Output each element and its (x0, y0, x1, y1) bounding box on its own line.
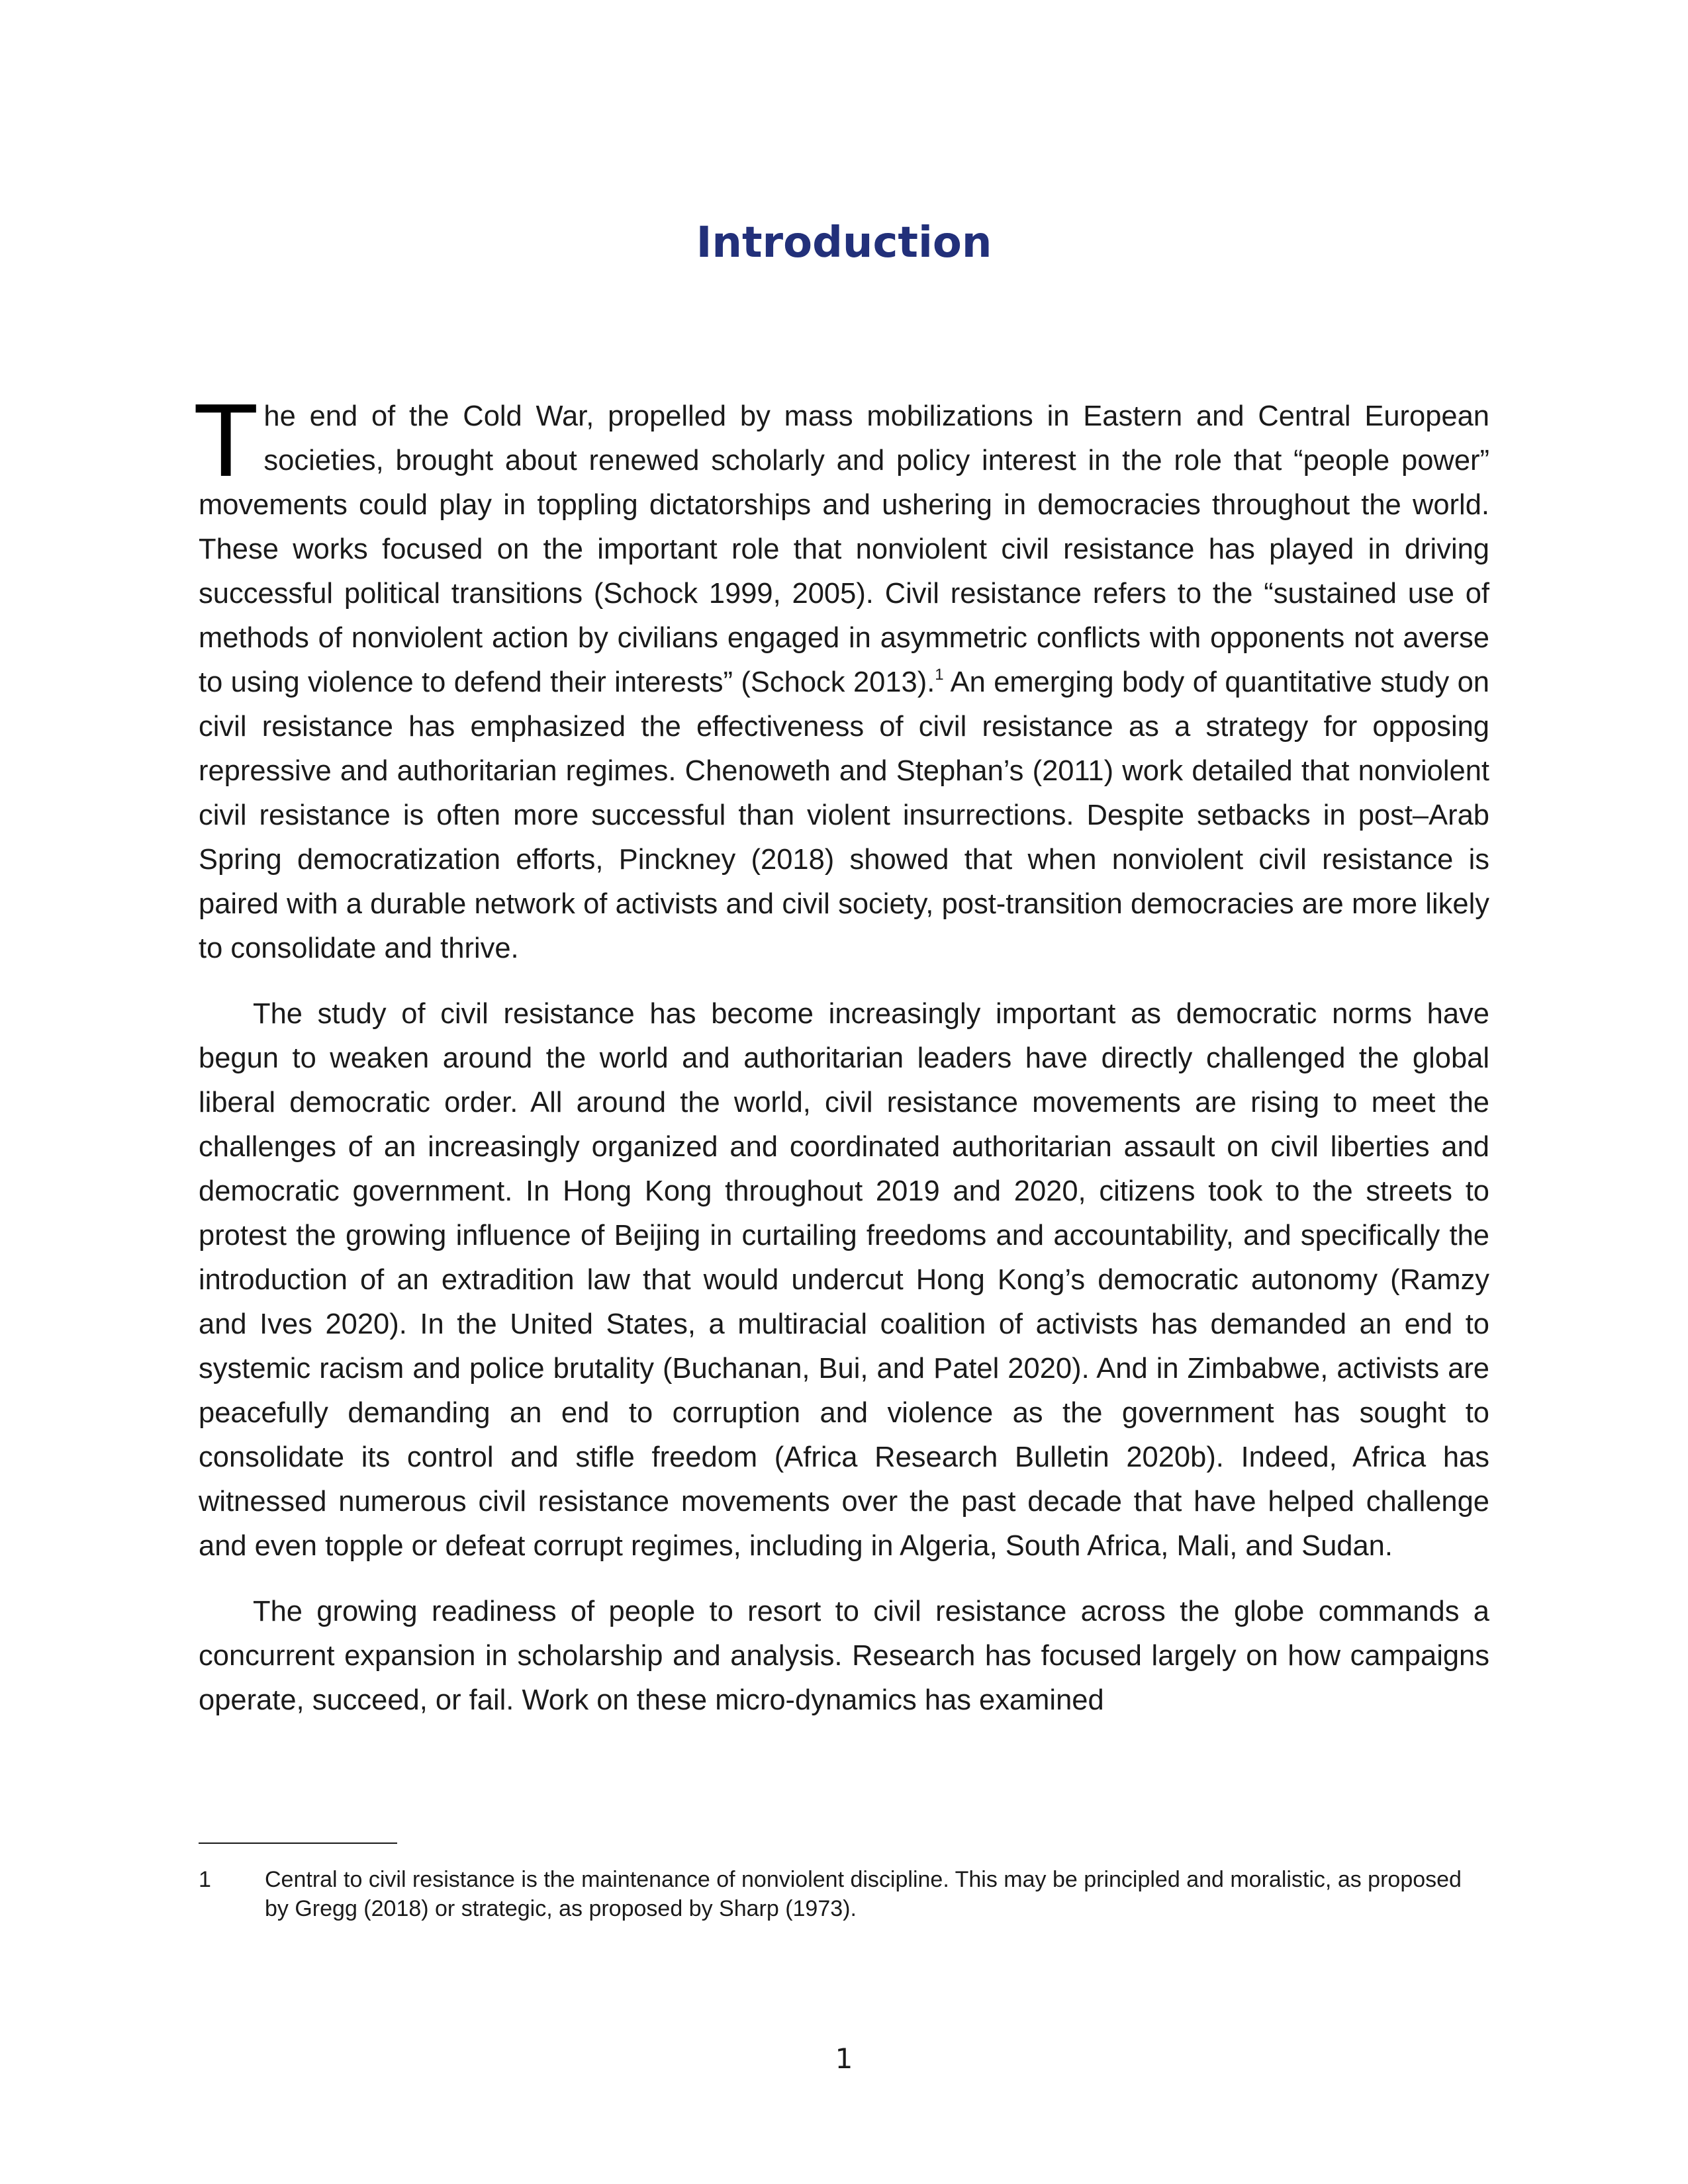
paragraph-3: The growing readiness of people to resort to civil resistance across the globe commands a concurrent expansion in scholarship and analysis. Research has focused largely on how campaigns operate, succeed, or fail. Work on these micro-dynamics has examined (199, 1596, 1489, 1716)
paragraph-1-text-continued: An emerging body of quantitative study on civil resistance has emphasized the effectiveness of civil resistance as a strategy for opposing repressive and authoritarian regimes. Chenoweth and Stephan’s (2011) work detailed that nonviolent civil resistance is often more successful than violent insurrections. Despite setbacks in post–Arab Spring democratization efforts, Pinckney (2018) showed that when nonviolent civil resistance is paired with a durable network of activists and civil society, post-transition democracies are more likely to consolidate and thrive. (199, 666, 1489, 964)
footnote-text: Central to civil resistance is the maintenance of nonviolent discipline. This may be principled and moralistic, as proposed by Gregg (2018) or strategic, as proposed by Sharp (1973). (265, 1867, 1462, 1921)
footnote (199, 1865, 1489, 1923)
footnote-divider (199, 1843, 397, 1844)
paragraph-2: The study of civil resistance has become increasingly important as democratic norms have begun to weaken around the world and authoritarian leaders have directly challenged the global liberal democratic order. All around the world, civil resistance movements are rising to meet the challenges of an increasingly organized and coordinated authoritarian assault on civil liberties and democratic government. In Hong Kong throughout 2019 and 2020, citizens took to the streets to protest the growing influence of Beijing in curtailing freedoms and accountability, and specifically the introduction of an extradition law that would undercut Hong Kong’s democratic autonomy (Ramzy and Ives 2020). In the United States, a multiracial coalition of activists has demanded an end to systemic racism and police brutality (Buchanan, Bui, and Patel 2020). And in Zimbabwe, activists are peacefully demanding an end to corruption and violence as the government has sought to consolidate its control and stifle freedom (Africa Research Bulletin 2020b). Indeed, Africa has witnessed numerous civil resistance movements over the past decade that have helped challenge and even topple or defeat corrupt regimes, including in Algeria, South Africa, Mali, and Sudan. (199, 998, 1489, 1562)
footnote-number: 1 (199, 1867, 211, 1892)
page-title: Introduction (696, 218, 992, 267)
drop-cap: T (196, 385, 256, 499)
paragraph-1 (196, 385, 1489, 971)
body-text (196, 385, 1489, 1744)
paragraph-1-text: he end of the Cold War, propelled by mass mobilizations in Eastern and Central European societies, brought about renewed scholarly and policy interest in the role that “people power” movements could play in toppling dictatorships and ushering in democracies throughout the world. These works focused on the important role that nonviolent civil resistance has played in driving successful political transitions (Schock 1999, 2005). Civil resistance refers to the “sustained use of methods of nonviolent action by civilians engaged in asymmetric conflicts with opponents not averse to using violence to defend their interests” (Schock 2013). (199, 400, 1489, 698)
footnote-marker[interactable]: 1 (935, 666, 944, 684)
page-number: 1 (835, 2042, 853, 2075)
